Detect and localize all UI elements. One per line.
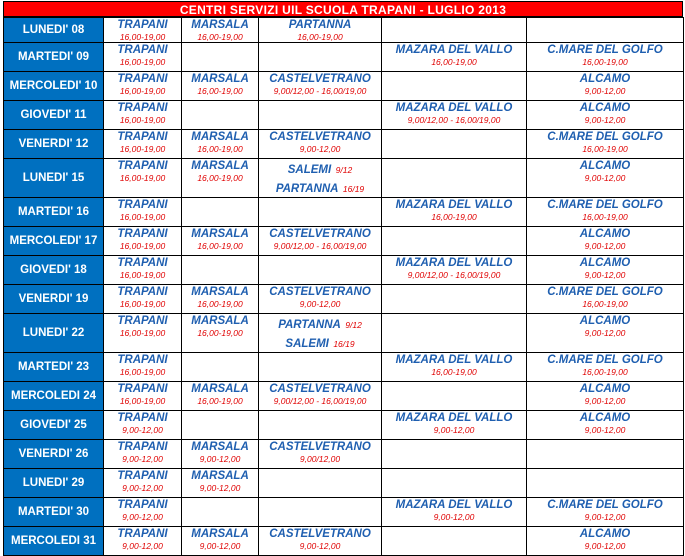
office-hours: 16,00-19,00 — [197, 328, 243, 338]
schedule-cell — [104, 159, 182, 198]
office-name: SALEMI — [285, 338, 329, 350]
office-hours: 9,00-12,00 — [199, 541, 241, 551]
schedule-cell — [259, 498, 382, 527]
schedule-cell — [527, 527, 684, 556]
schedule-cell — [527, 159, 684, 198]
office-hours: 16,00-19,00 — [582, 212, 628, 222]
schedule-cell — [527, 198, 684, 227]
day-label: MARTEDI' 23 — [4, 353, 104, 382]
office-name: ALCAMO — [579, 257, 631, 269]
office-hours: 9,00-12,00 — [584, 115, 626, 125]
office-hours: 9,00-12,00 — [584, 328, 626, 338]
office-hours: 16,00-19,00 — [197, 396, 243, 406]
office-name: TRAPANI — [117, 528, 168, 540]
table-row — [4, 411, 684, 440]
schedule-cell — [104, 285, 182, 314]
schedule-cell — [182, 101, 259, 130]
day-label: GIOVEDI' 18 — [4, 256, 104, 285]
office-name: MARSALA — [191, 441, 249, 453]
table-row — [4, 18, 684, 43]
schedule-cell — [182, 256, 259, 285]
table-row — [4, 469, 684, 498]
schedule-cell — [104, 527, 182, 556]
office-name: ALCAMO — [579, 383, 631, 395]
office-name: MARSALA — [191, 383, 249, 395]
schedule-cell — [259, 469, 382, 498]
office-name: TRAPANI — [117, 257, 168, 269]
schedule-cell — [259, 159, 382, 198]
office-name: TRAPANI — [117, 470, 168, 482]
office-name: MARSALA — [191, 160, 249, 172]
office-hours: 16,00-19,00 — [119, 212, 166, 222]
schedule-cell — [104, 411, 182, 440]
schedule-cell — [104, 314, 182, 353]
office-name: ALCAMO — [579, 160, 631, 172]
schedule-cell — [527, 498, 684, 527]
office-name: MAZARA DEL VALLO — [395, 44, 513, 56]
schedule-cell — [259, 18, 382, 43]
day-label: LUNEDI' 29 — [4, 469, 104, 498]
schedule-cell — [527, 18, 684, 43]
schedule-cell — [382, 18, 527, 43]
office-name: TRAPANI — [117, 131, 168, 143]
office-hours: 9,00-12,00 — [584, 512, 626, 522]
office-hours: 16,00-19,00 — [119, 32, 166, 42]
table-row — [4, 159, 684, 198]
schedule-cell — [104, 72, 182, 101]
office-name: ALCAMO — [579, 528, 631, 540]
office-name: TRAPANI — [117, 160, 168, 172]
office-name: TRAPANI — [117, 441, 168, 453]
office-hours: 9,00/12,00 — [299, 454, 341, 464]
schedule-cell — [382, 314, 527, 353]
office-name: TRAPANI — [117, 73, 168, 85]
office-hours: 9,00-12,00 — [584, 396, 626, 406]
day-label: LUNEDI' 22 — [4, 314, 104, 353]
office-hours: 9/12 — [345, 320, 362, 330]
day-label: LUNEDI' 08 — [4, 18, 104, 43]
office-hours: 16,00-19,00 — [582, 299, 628, 309]
office-hours: 16,00-19,00 — [119, 328, 166, 338]
schedule-cell — [382, 159, 527, 198]
office-hours: 16,00-19,00 — [582, 57, 628, 67]
schedule-cell — [382, 285, 527, 314]
office-name: MAZARA DEL VALLO — [395, 499, 513, 511]
schedule-cell — [182, 43, 259, 72]
office-hours: 16,00-19,00 — [197, 299, 243, 309]
table-row — [4, 498, 684, 527]
schedule-cell — [182, 159, 259, 198]
schedule-cell — [382, 227, 527, 256]
office-name: CASTELVETRANO — [269, 383, 371, 395]
table-row — [4, 382, 684, 411]
office-name: TRAPANI — [117, 102, 168, 114]
schedule-cell — [259, 227, 382, 256]
table-row — [4, 72, 684, 101]
office-hours: 16,00-19,00 — [582, 144, 628, 154]
office-name: MAZARA DEL VALLO — [395, 199, 513, 211]
office-name: TRAPANI — [117, 19, 168, 31]
table-row — [4, 527, 684, 556]
schedule-cell — [182, 130, 259, 159]
office-hours: 9,00-12,00 — [584, 425, 626, 435]
office-name: PARTANNA — [275, 183, 339, 195]
schedule-cell — [182, 469, 259, 498]
schedule-cell — [382, 411, 527, 440]
schedule-cell — [259, 72, 382, 101]
schedule-cell — [527, 101, 684, 130]
schedule-cell — [182, 227, 259, 256]
office-hours: 9,00-12,00 — [299, 144, 341, 154]
schedule-cell — [104, 18, 182, 43]
schedule-cell — [259, 43, 382, 72]
office-name: C.MARE DEL GOLFO — [547, 131, 663, 143]
schedule-cell — [182, 411, 259, 440]
office-name: TRAPANI — [117, 499, 168, 511]
office-name: MARSALA — [191, 73, 249, 85]
office-hours: 16,00-19,00 — [119, 86, 166, 96]
schedule-cell — [104, 382, 182, 411]
office-hours: 16,00-19,00 — [582, 367, 628, 377]
office-name: C.MARE DEL GOLFO — [547, 286, 663, 298]
schedule-cell — [527, 256, 684, 285]
schedule-cell — [527, 130, 684, 159]
office-name: TRAPANI — [117, 199, 168, 211]
schedule-cell — [104, 256, 182, 285]
office-name: ALCAMO — [579, 73, 631, 85]
schedule-cell — [259, 353, 382, 382]
schedule-cell — [182, 18, 259, 43]
office-name: CASTELVETRANO — [269, 73, 371, 85]
schedule-cell — [259, 440, 382, 469]
office-name: MAZARA DEL VALLO — [395, 412, 513, 424]
office-hours: 9,00-12,00 — [199, 454, 241, 464]
schedule-cell — [104, 469, 182, 498]
schedule-cell — [104, 198, 182, 227]
office-name: CASTELVETRANO — [269, 131, 371, 143]
office-name: MARSALA — [191, 528, 249, 540]
table-row — [4, 256, 684, 285]
table-row — [4, 314, 684, 353]
table-row — [4, 285, 684, 314]
office-hours: 9,00-12,00 — [122, 541, 163, 551]
schedule-cell — [382, 498, 527, 527]
schedule-cell — [259, 382, 382, 411]
office-hours: 16,00-19,00 — [431, 57, 477, 67]
office-hours: 16,00-19,00 — [119, 367, 166, 377]
schedule-cell — [527, 469, 684, 498]
schedule-cell — [182, 198, 259, 227]
office-name: CASTELVETRANO — [269, 286, 371, 298]
schedule-cell — [182, 527, 259, 556]
day-label: MARTEDI' 30 — [4, 498, 104, 527]
office-name: C.MARE DEL GOLFO — [547, 44, 663, 56]
office-name: PARTANNA — [288, 19, 352, 31]
office-name: ALCAMO — [579, 102, 631, 114]
office-name: TRAPANI — [117, 286, 168, 298]
office-name: C.MARE DEL GOLFO — [547, 199, 663, 211]
office-hours: 16,00-19,00 — [119, 299, 166, 309]
office-hours: 16,00-19,00 — [119, 57, 166, 67]
office-name: TRAPANI — [117, 354, 168, 366]
office-hours: 9,00-12,00 — [122, 512, 163, 522]
schedule-cell — [382, 256, 527, 285]
table-row — [4, 43, 684, 72]
schedule-cell — [259, 130, 382, 159]
day-label: MERCOLEDI' 10 — [4, 72, 104, 101]
schedule-cell — [182, 353, 259, 382]
schedule-cell — [382, 469, 527, 498]
schedule-cell — [104, 440, 182, 469]
office-name: MAZARA DEL VALLO — [395, 102, 513, 114]
day-label: GIOVEDI' 11 — [4, 101, 104, 130]
schedule-sheet — [3, 1, 683, 556]
office-hours: 9,00/12,00 - 16,00/19,00 — [273, 86, 367, 96]
office-hours: 9,00-12,00 — [584, 241, 626, 251]
office-hours: 16,00-19,00 — [119, 173, 166, 183]
schedule-cell — [382, 101, 527, 130]
schedule-cell — [527, 382, 684, 411]
schedule-cell — [382, 527, 527, 556]
schedule-cell — [259, 285, 382, 314]
schedule-cell — [104, 498, 182, 527]
day-label: MERCOLEDI 24 — [4, 382, 104, 411]
office-name: CASTELVETRANO — [269, 528, 371, 540]
office-hours: 16,00-19,00 — [297, 32, 343, 42]
office-hours: 9/12 — [335, 165, 353, 175]
office-hours: 9,00/12,00 - 16,00/19,00 — [273, 241, 367, 251]
office-name: TRAPANI — [117, 383, 168, 395]
table-row — [4, 101, 684, 130]
schedule-cell — [382, 382, 527, 411]
office-hours: 16,00-19,00 — [119, 270, 166, 280]
office-name: ALCAMO — [579, 228, 631, 240]
office-name: TRAPANI — [117, 228, 168, 240]
office-hours: 9,00-12,00 — [433, 512, 475, 522]
office-hours: 16/19 — [342, 184, 365, 194]
schedule-cell — [259, 256, 382, 285]
office-hours: 16,00-19,00 — [119, 396, 166, 406]
schedule-cell — [182, 382, 259, 411]
office-hours: 9,00-12,00 — [299, 299, 341, 309]
schedule-cell — [182, 72, 259, 101]
office-name: ALCAMO — [579, 315, 631, 327]
office-hours: 16,00-19,00 — [197, 173, 243, 183]
office-name: C.MARE DEL GOLFO — [547, 354, 663, 366]
schedule-cell — [259, 101, 382, 130]
schedule-title: CENTRI SERVIZI UIL SCUOLA TRAPANI - LUGLIO 2013 — [3, 1, 683, 17]
office-hours: 9,00-12,00 — [584, 270, 626, 280]
office-entry — [259, 178, 381, 197]
office-hours: 16/19 — [333, 339, 355, 349]
schedule-cell — [259, 527, 382, 556]
day-label: VENERDI' 26 — [4, 440, 104, 469]
day-label: LUNEDI' 15 — [4, 159, 104, 198]
day-label: MARTEDI' 09 — [4, 43, 104, 72]
schedule-cell — [527, 72, 684, 101]
office-name: MARSALA — [191, 470, 249, 482]
schedule-cell — [527, 353, 684, 382]
table-row — [4, 227, 684, 256]
office-hours: 9,00-12,00 — [433, 425, 475, 435]
office-name: TRAPANI — [117, 44, 168, 56]
table-row — [4, 130, 684, 159]
office-name: SALEMI — [287, 164, 332, 176]
schedule-cell — [104, 43, 182, 72]
schedule-cell — [259, 314, 382, 353]
office-hours: 9,00-12,00 — [584, 173, 626, 183]
office-hours: 9,00/12,00 - 16,00/19,00 — [273, 396, 367, 406]
schedule-cell — [182, 498, 259, 527]
office-entry — [259, 333, 381, 352]
day-label: VENERDI' 19 — [4, 285, 104, 314]
table-row — [4, 440, 684, 469]
schedule-cell — [382, 440, 527, 469]
schedule-cell — [182, 314, 259, 353]
office-name: MARSALA — [191, 286, 249, 298]
schedule-cell — [182, 285, 259, 314]
day-label: GIOVEDI' 25 — [4, 411, 104, 440]
office-hours: 16,00-19,00 — [119, 144, 166, 154]
schedule-cell — [527, 440, 684, 469]
office-name: ALCAMO — [579, 412, 631, 424]
schedule-cell — [104, 227, 182, 256]
office-hours: 16,00-19,00 — [197, 144, 243, 154]
office-hours: 16,00-19,00 — [119, 241, 166, 251]
schedule-cell — [382, 43, 527, 72]
office-entry — [259, 314, 381, 333]
day-label: MERCOLEDI 31 — [4, 527, 104, 556]
office-entry — [259, 159, 381, 178]
day-label: VENERDI' 12 — [4, 130, 104, 159]
schedule-cell — [527, 314, 684, 353]
schedule-cell — [104, 101, 182, 130]
office-name: TRAPANI — [117, 412, 168, 424]
office-name: MARSALA — [191, 131, 249, 143]
office-hours: 9,00-12,00 — [199, 483, 241, 493]
schedule-table — [3, 17, 684, 556]
office-hours: 16,00-19,00 — [119, 115, 166, 125]
office-hours: 9,00-12,00 — [299, 541, 341, 551]
office-name: CASTELVETRANO — [269, 228, 371, 240]
office-name: MAZARA DEL VALLO — [395, 354, 513, 366]
office-name: MARSALA — [191, 228, 249, 240]
office-hours: 9,00-12,00 — [584, 541, 626, 551]
schedule-cell — [527, 227, 684, 256]
office-hours: 9,00/12,00 - 16,00/19,00 — [407, 115, 501, 125]
day-label: MERCOLEDI' 17 — [4, 227, 104, 256]
schedule-cell — [382, 353, 527, 382]
office-hours: 16,00-19,00 — [197, 32, 243, 42]
table-row — [4, 198, 684, 227]
office-name: PARTANNA — [278, 319, 341, 331]
schedule-cell — [527, 285, 684, 314]
schedule-cell — [259, 198, 382, 227]
office-name: MAZARA DEL VALLO — [395, 257, 513, 269]
office-name: MARSALA — [191, 19, 249, 31]
office-hours: 16,00-19,00 — [431, 367, 477, 377]
office-hours: 9,00-12,00 — [122, 425, 163, 435]
office-hours: 9,00-12,00 — [122, 483, 163, 493]
day-label: MARTEDI' 16 — [4, 198, 104, 227]
office-hours: 16,00-19,00 — [431, 212, 477, 222]
schedule-cell — [259, 411, 382, 440]
office-hours: 9,00-12,00 — [584, 86, 626, 96]
office-name: TRAPANI — [117, 315, 168, 327]
office-name: CASTELVETRANO — [269, 441, 371, 453]
office-name: C.MARE DEL GOLFO — [547, 499, 663, 511]
office-hours: 9,00/12,00 - 16,00/19,00 — [407, 270, 501, 280]
schedule-cell — [382, 72, 527, 101]
schedule-cell — [104, 130, 182, 159]
office-hours: 16,00-19,00 — [197, 241, 243, 251]
schedule-cell — [527, 411, 684, 440]
schedule-cell — [527, 43, 684, 72]
office-hours: 9,00-12,00 — [122, 454, 163, 464]
schedule-cell — [182, 440, 259, 469]
office-hours: 16,00-19,00 — [197, 86, 243, 96]
schedule-cell — [382, 130, 527, 159]
table-row — [4, 353, 684, 382]
office-name: MARSALA — [191, 315, 249, 327]
schedule-cell — [382, 198, 527, 227]
schedule-cell — [104, 353, 182, 382]
